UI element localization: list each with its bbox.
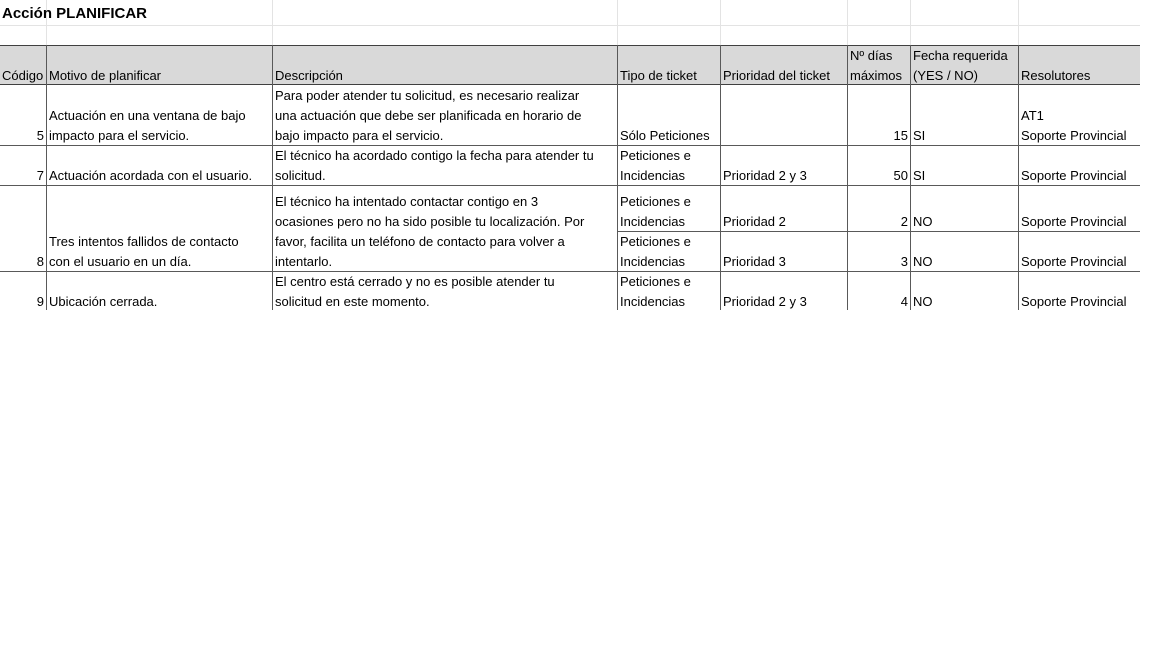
gridline bbox=[1018, 0, 1019, 46]
table-row-5-codigo[interactable] bbox=[0, 86, 46, 146]
table-row-9-tipo[interactable] bbox=[618, 272, 720, 310]
table-row-8a-resolutores[interactable] bbox=[1019, 186, 1140, 232]
cell-text: ocasiones pero no ha sido posible tu localización. Por bbox=[275, 214, 585, 229]
header-label: Prioridad del ticket bbox=[723, 68, 830, 83]
table-row-9-descripcion[interactable] bbox=[273, 272, 617, 310]
cell-text: Peticiones e bbox=[620, 234, 691, 249]
table-row-9-fecha[interactable] bbox=[911, 272, 1018, 310]
cell-text: Prioridad 2 y 3 bbox=[723, 294, 807, 309]
table-row-5-prioridad[interactable] bbox=[721, 86, 847, 146]
cell-text: SI bbox=[913, 128, 926, 143]
table-row-9-dias[interactable] bbox=[848, 272, 910, 310]
cell-text: SI bbox=[913, 168, 926, 183]
cell-text: Para poder atender tu solicitud, es necesario realizar bbox=[275, 88, 580, 103]
table-row-7-fecha[interactable] bbox=[911, 146, 1018, 186]
cell-text: Peticiones e bbox=[620, 274, 691, 289]
header-label: Nº días bbox=[850, 48, 893, 63]
cell-text: Soporte Provincial bbox=[1021, 128, 1127, 143]
cell-text: El técnico ha acordado contigo la fecha para atender tu bbox=[275, 148, 594, 163]
cell-text: solicitud. bbox=[275, 168, 326, 183]
header-label: Fecha requerida bbox=[913, 48, 1008, 63]
table-row-8b-fecha[interactable] bbox=[911, 232, 1018, 272]
cell-text: AT1 bbox=[1021, 108, 1044, 123]
cell-text: 50 bbox=[893, 168, 908, 183]
table-row-8-motivo[interactable] bbox=[47, 186, 272, 272]
table-row-8a-prioridad[interactable] bbox=[721, 186, 847, 232]
header-label: Resolutores bbox=[1021, 68, 1091, 83]
cell-text: Peticiones e bbox=[620, 194, 691, 209]
cell-text: Soporte Provincial bbox=[1021, 214, 1127, 229]
cell-text: Actuación en una ventana de bajo bbox=[49, 108, 246, 123]
cell-text: 8 bbox=[36, 254, 44, 269]
cell-text: solicitud en este momento. bbox=[275, 294, 430, 309]
header-motivo[interactable] bbox=[47, 46, 272, 86]
header-tipo[interactable] bbox=[618, 46, 720, 86]
cell-text: Prioridad 2 y 3 bbox=[723, 168, 807, 183]
sheet-title: Acción PLANIFICAR bbox=[2, 5, 148, 22]
cell-text: El centro está cerrado y no es posible atender tu bbox=[275, 274, 555, 289]
gridline bbox=[910, 0, 911, 46]
header-dias[interactable] bbox=[848, 46, 910, 86]
header-label: máximos bbox=[850, 68, 903, 83]
header-resolutores[interactable] bbox=[1019, 46, 1140, 86]
cell-text: 2 bbox=[900, 214, 908, 229]
gridline bbox=[847, 0, 848, 46]
table-row-9-motivo[interactable] bbox=[47, 272, 272, 310]
table-row-7-prioridad[interactable] bbox=[721, 146, 847, 186]
table-row-8-descripcion[interactable] bbox=[273, 186, 617, 272]
cell-text: NO bbox=[913, 254, 933, 269]
cell-text: impacto para el servicio. bbox=[49, 128, 190, 143]
table-row-8b-resolutores[interactable] bbox=[1019, 232, 1140, 272]
cell-text: Prioridad 3 bbox=[723, 254, 786, 269]
header-label: Descripción bbox=[275, 68, 343, 83]
cell-text: con el usuario en un día. bbox=[49, 254, 192, 269]
cell-text: 3 bbox=[900, 254, 908, 269]
cell-text: Incidencias bbox=[620, 214, 686, 229]
cell-text: El técnico ha intentado contactar contigo en 3 bbox=[275, 194, 539, 209]
cell-text: Actuación acordada con el usuario. bbox=[49, 168, 253, 183]
cell-text: 7 bbox=[36, 168, 44, 183]
table-row-7-motivo[interactable] bbox=[47, 146, 272, 186]
cell-text: Soporte Provincial bbox=[1021, 254, 1127, 269]
header-codigo[interactable] bbox=[0, 46, 46, 86]
cell-text: favor, facilita un teléfono de contacto para volver a bbox=[275, 234, 565, 249]
cell-text: 5 bbox=[36, 128, 44, 143]
table-row-7-tipo[interactable] bbox=[618, 146, 720, 186]
cell-text: Sólo Peticiones bbox=[620, 128, 710, 143]
table-row-8a-tipo[interactable] bbox=[618, 186, 720, 232]
cell-text: Incidencias bbox=[620, 168, 686, 183]
table-row-7-resolutores[interactable] bbox=[1019, 146, 1140, 186]
table-row-8b-dias[interactable] bbox=[848, 232, 910, 272]
table-row-9-codigo[interactable] bbox=[0, 272, 46, 310]
header-prioridad[interactable] bbox=[721, 46, 847, 86]
table-row-9-prioridad[interactable] bbox=[721, 272, 847, 310]
header-label: (YES / NO) bbox=[913, 68, 979, 83]
table-row-8-codigo[interactable] bbox=[0, 186, 46, 272]
table-row-8a-dias[interactable] bbox=[848, 186, 910, 232]
cell-text: Incidencias bbox=[620, 254, 686, 269]
table-row-8a-fecha[interactable] bbox=[911, 186, 1018, 232]
cell-text: 15 bbox=[893, 128, 908, 143]
cell-text: Prioridad 2 bbox=[723, 214, 786, 229]
cell-text: bajo impacto para el servicio. bbox=[275, 128, 444, 143]
cell-text: Soporte Provincial bbox=[1021, 168, 1127, 183]
cell-text: intentarlo. bbox=[275, 254, 333, 269]
cell-text: Incidencias bbox=[620, 294, 686, 309]
cell-text: NO bbox=[913, 294, 933, 309]
gridline bbox=[617, 0, 618, 46]
gridline bbox=[0, 25, 1140, 26]
cell-text: 9 bbox=[36, 294, 44, 309]
table-row-5-tipo[interactable] bbox=[618, 86, 720, 146]
gridline bbox=[720, 0, 721, 46]
table-row-5-resolutores[interactable] bbox=[1019, 86, 1140, 146]
table-row-8b-tipo[interactable] bbox=[618, 232, 720, 272]
header-label: Tipo de ticket bbox=[620, 68, 697, 83]
table-row-5-descripcion[interactable] bbox=[273, 86, 617, 146]
gridline bbox=[272, 0, 273, 46]
table-row-5-motivo[interactable] bbox=[47, 86, 272, 146]
spreadsheet-sheet bbox=[0, 0, 1140, 310]
table-row-8b-prioridad[interactable] bbox=[721, 232, 847, 272]
header-descripcion[interactable] bbox=[273, 46, 617, 86]
cell-text: Tres intentos fallidos de contacto bbox=[49, 234, 239, 249]
header-label: Código bbox=[2, 68, 44, 83]
cell-text: una actuación que debe ser planificada en horario de bbox=[275, 108, 582, 123]
table-row-9-resolutores[interactable] bbox=[1019, 272, 1140, 310]
table-row-5-dias[interactable] bbox=[848, 86, 910, 146]
table-row-5-fecha[interactable] bbox=[911, 86, 1018, 146]
table-row-7-codigo[interactable] bbox=[0, 146, 46, 186]
header-label: Motivo de planificar bbox=[49, 68, 161, 83]
cell-text: 4 bbox=[900, 294, 908, 309]
cell-text: Soporte Provincial bbox=[1021, 294, 1127, 309]
table-row-7-dias[interactable] bbox=[848, 146, 910, 186]
table-row-7-descripcion[interactable] bbox=[273, 146, 617, 186]
header-fecha[interactable] bbox=[911, 46, 1018, 86]
cell-text: Peticiones e bbox=[620, 148, 691, 163]
cell-text: NO bbox=[913, 214, 933, 229]
cell-text: Ubicación cerrada. bbox=[49, 294, 158, 309]
